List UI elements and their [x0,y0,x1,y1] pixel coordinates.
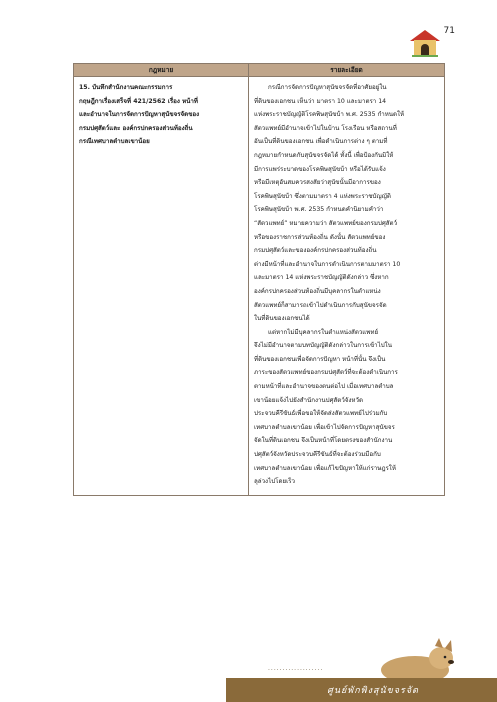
header-details: รายละเอียด [249,64,445,77]
details-line: จึงไม่มีอำนาจตามบทบัญญัติดังกล่าวในการเข้าไปใน [254,342,392,350]
footer-title: ศูนย์พักพิงสุนัขจรจัด [327,686,419,696]
law-reference-line: 15. บันทึกสำนักงานคณะกรรมการ [79,84,173,91]
details-line: ต่างมีหน้าที่และอำนาจในการดำเนินการตามมาตรา 10 [254,260,401,268]
details-line: โรคพิษสุนัขบ้า ซึ่งตามมาตรา 4 แห่งพระราชบัญญัติ [254,192,391,200]
details-paragraph-1 [254,81,439,326]
details-line: เขาน้อยแจ้งไปยังสำนักงานปศุสัตว์จังหวัด [254,396,364,404]
details-line: ประจวบคีรีขันธ์เพื่อขอให้จัดส่งสัตวแพทย์ไปร่วมกับ [254,410,388,418]
details-line: ตามหน้าที่และอำนาจของตนต่อไป เมื่อเทศบาลตำบล [254,383,394,391]
law-reference-cell [74,77,249,496]
details-line: และมาตรา 14 แห่งพระราชบัญญัติดังกล่าว ซึ่งหาก [254,274,389,282]
footer-dots: ................... [268,665,324,672]
details-line: ปศุสัตว์จังหวัดประจวบคีรีขันธ์ที่จะต้องร่วมมือกับ [254,451,381,459]
details-line: สัตวแพทย์มีอำนาจเข้าไปในบ้าน โรงเรือน หรือสถานที่ [254,124,397,132]
details-line: เทศบาลตำบลเขาน้อย เพื่อเข้าไปจัดการปัญหาสุนัขจร [254,423,395,431]
details-line: ลุล่วงไปโดยเร็ว [254,478,295,486]
details-line: องค์กรปกครองส่วนท้องถิ่นมีบุคลากรในตำแหน่ง [254,287,381,295]
details-line: แห่งพระราชบัญญัติโรคพิษสุนัขบ้า พ.ศ. 2535 กำหนดให้ [254,111,405,119]
details-line: อันเป็นที่ดินของเอกชน เพื่อดำเนินการต่าง ๆ ตามที่ [254,138,388,146]
details-line: ภาระของสัตวแพทย์ของกรมปศุสัตว์ที่จะต้องดำเนินการ [254,369,398,377]
details-line: เทศบาลตำบลเขาน้อย เพื่อแก้ไขปัญหาให้แก่ราษฎรให้ [254,464,396,472]
details-line: จัดในที่ดินเอกชน จึงเป็นหน้าที่โดยตรงของสำนักงาน [254,437,393,445]
details-line: แต่หากไม่มีบุคลากรในตำแหน่งสัตวแพทย์ [268,328,379,336]
details-line: กฎหมายกำหนดกับสุนัขจรจัดได้ ทั้งนี้ เพื่อป้องกันมิให้ [254,151,394,159]
details-line: สัตวแพทย์ก็สามารถเข้าไปดำเนินการกับสุนัขจรจัด [254,301,387,309]
law-reference-line: กรมปศุสัตว์และ องค์กรปกครองส่วนท้องถิ่น [79,124,193,132]
details-line: กรณีการจัดการปัญหาสุนัขจรจัดที่อาศัยอยู่ใน [268,84,387,91]
details-line: “สัตวแพทย์” หมายความว่า สัตวแพทย์ของกรมปศุสัตว์ [254,219,398,227]
details-line: ที่ดินของเอกชน เห็นว่า มาตรา 10 และมาตรา 14 [254,97,387,105]
law-reference-line: กฤษฎีกาเรื่องเสร็จที่ 421/2562 เรื่อง หน้าที่ [79,97,198,105]
details-line: กรมปศุสัตว์และขององค์กรปกครองส่วนท้องถิ่น [254,247,377,255]
dog-house-icon [408,28,442,58]
details-cell [249,77,445,496]
law-table [73,63,445,496]
details-line: มีการแพร่ระบาดของโรคพิษสุนัขบ้า หรือได้รับแจ้ง [254,165,386,173]
details-line: ที่ดินของเอกชนเพื่อจัดการปัญหา หน้าที่นั้น จึงเป็น [254,355,386,363]
details-line: โรคพิษสุนัขบ้า พ.ศ. 2535 กำหนดคำนิยามคำว่า [254,206,384,214]
details-paragraph-2 [254,326,439,489]
details-line: หรือของราชการส่วนท้องถิ่น ดังนั้น สัตวแพทย์ของ [254,233,386,241]
header-law: กฎหมาย [74,64,249,77]
law-reference-line: และอำนาจในการจัดการปัญหาสุนัขจรจัดของ [79,111,200,119]
law-reference-line: กรณีเทศบาลตำบลเขาน้อย [79,138,150,146]
details-line: หรือมีเหตุอันสมควรสงสัยว่าสุนัขนั้นมีอาการของ [254,179,381,187]
page-number: 71 [443,26,455,36]
details-line: ในที่ดินของเอกชนได้ [254,315,310,323]
